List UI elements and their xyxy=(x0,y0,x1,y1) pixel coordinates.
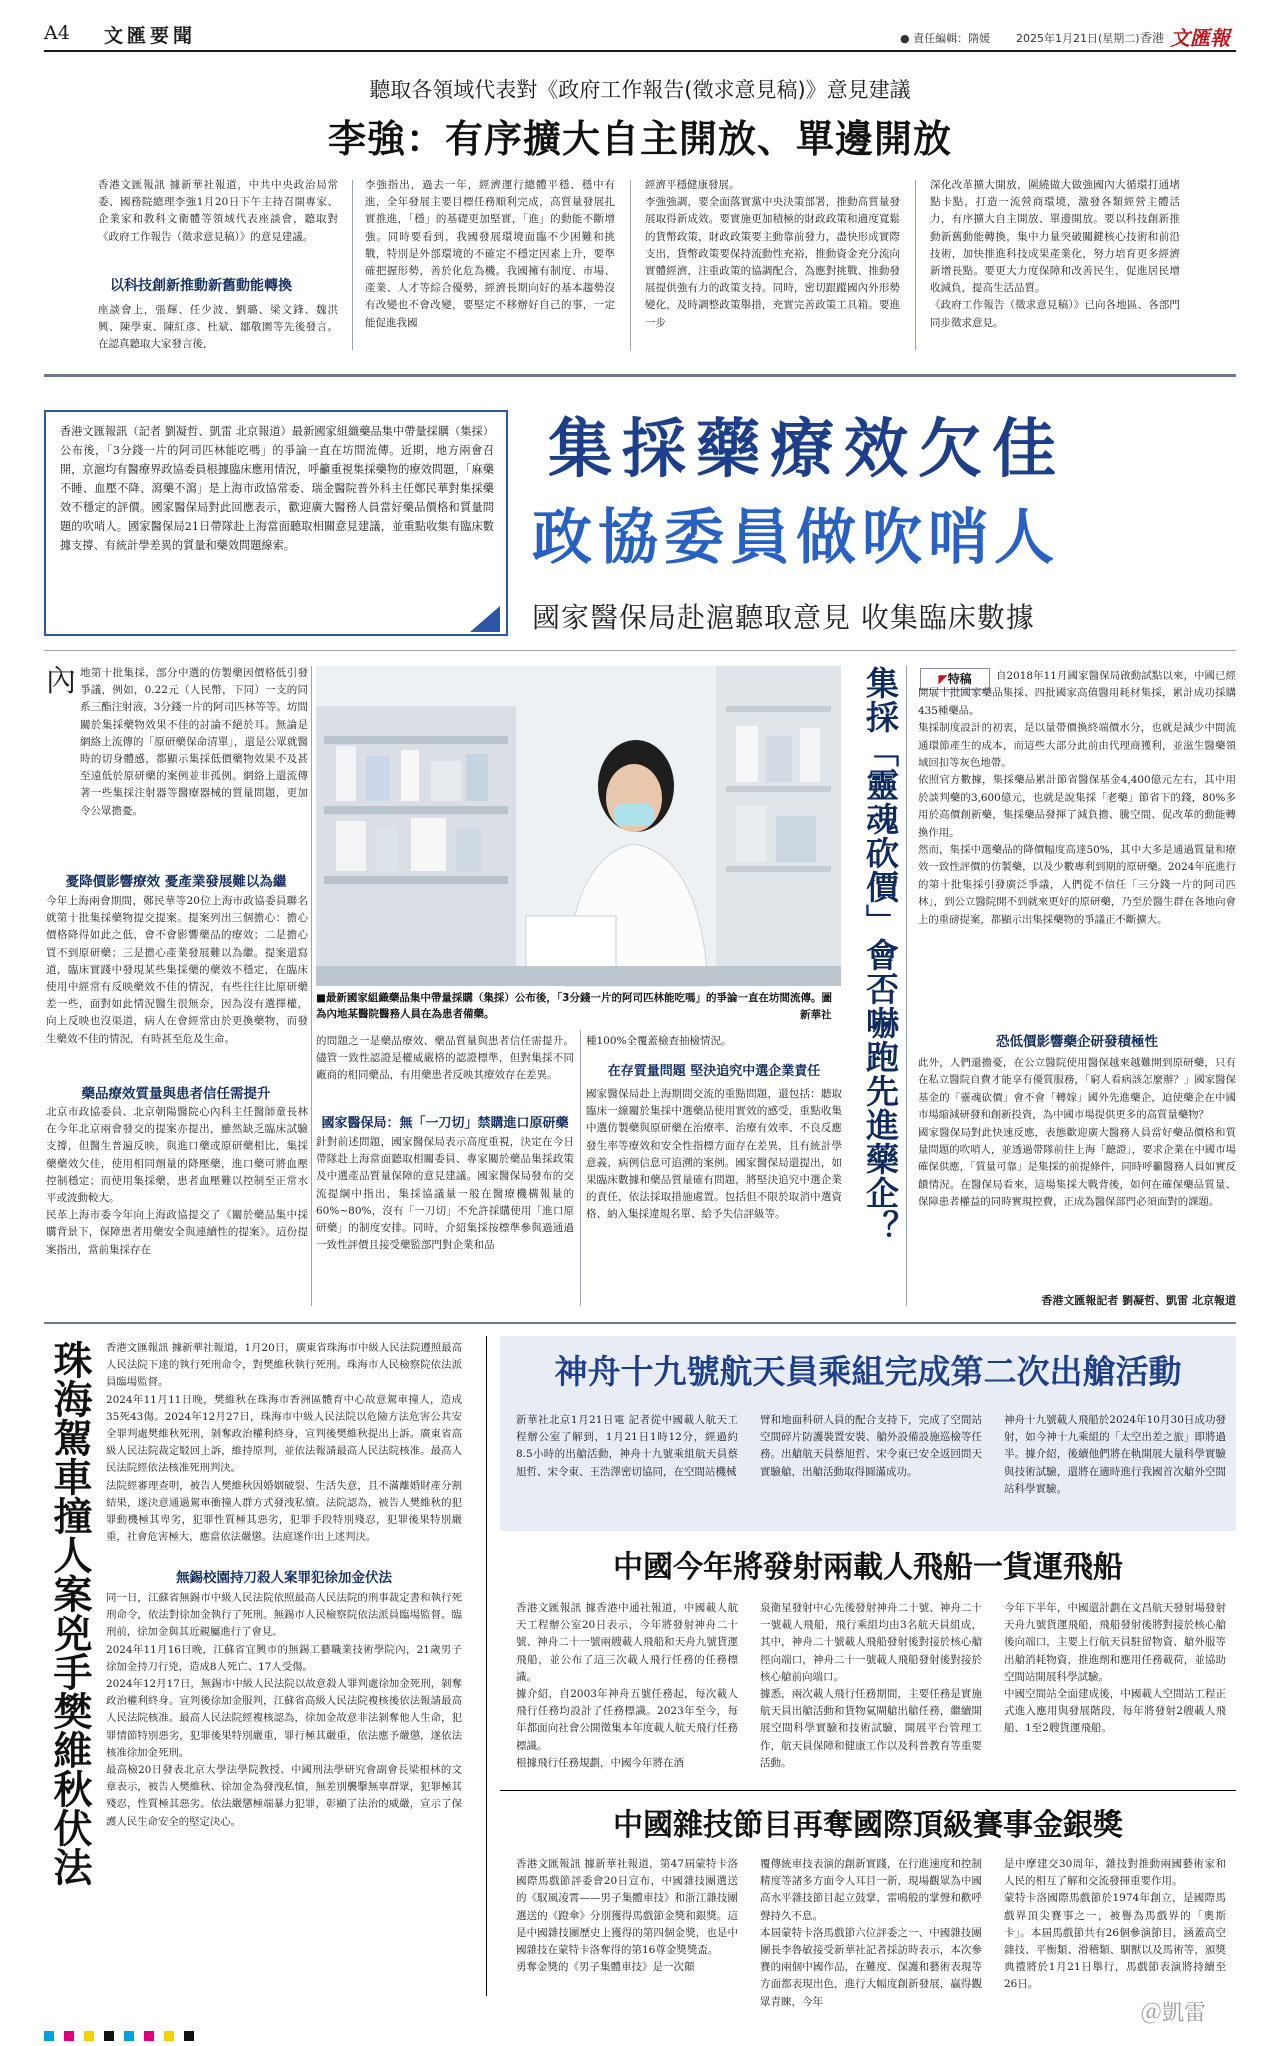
paper-city: 香港 xyxy=(1140,31,1165,45)
story4-col1: 新華社北京1月21日電 記者從中國載人航天工程辦公室了解到，1月21日1時12分，經過約8.5小時的出艙活動，神舟十九號乘組航天員蔡旭哲、宋令東、王浩澤密切協同，在空間站機械 xyxy=(516,1414,738,1478)
story2-subhead-2: 藥品療效質量與患者信任需提升 xyxy=(81,1086,271,1102)
story2-subhead: 國家醫保局赴滬聽取意見 收集臨床數據 xyxy=(532,601,1035,634)
story3-vertical-headline: 珠海駕車撞人案兇手樊維秋伏法 xyxy=(47,1340,93,1886)
editor-name: 責任編輯：隋媛 xyxy=(913,32,991,45)
story3-body-2: 同一日，江蘇省無錫市中級人民法院依照最高人民法院的刑事裁定書和執行死刑命令，依法對徐加金執行了死刑。無錫市人民檢察院依法派員臨場監督。臨刑前，徐加金與其近親屬進行了會見。 2024年11月16日晚，江蘇省宜興市的無錫工藝職業技術學院內，21歲男子徐加金持刀行兇，造成8人死亡、17人受傷。 2024年12月17日，無錫市中級人民法院以故意殺人罪判處徐加金死刑，剝奪政治權利終身。宣判後徐加金服判，江蘇省高級人民法院複核後依法報請最高人民法院核准。最高人民法院經複核認為，徐加金故意非法剝奪他人生命，犯罪情節特別惡劣，犯罪後果特別嚴重，罪行極其嚴重，依法應予嚴懲，遂依法核准徐加金死刑。 最高檢20日發表北京大學法學院教授、中國刑法學研究會副會長梁根林的文章表示，被告人樊維秋、徐加金為發洩私憤，無差別襲擊無辜群眾，犯罪極其殘忍，性質極其惡劣。依法嚴懲極端暴力犯罪，彰顯了法治的威嚴，宣示了保護人民生命安全的堅定決心。 xyxy=(106,1592,462,1828)
watermark: ＠凱雷 xyxy=(1140,2001,1207,2026)
section-divider xyxy=(44,374,1236,377)
story1-col-divider xyxy=(630,180,631,350)
pharmacy-photo-illustration xyxy=(316,666,841,986)
story6-headline: 中國雜技節目再奪國際頂級賽事金銀獎 xyxy=(613,1808,1123,1843)
dropcap: 內 xyxy=(46,664,76,699)
special-subhead: 恐低價影響藥企研發積極性 xyxy=(996,1034,1158,1050)
story2-subhead-4: 在存質量問題 堅決追究中選企業責任 xyxy=(607,1064,821,1079)
color-swatch xyxy=(124,2031,134,2041)
photo-caption xyxy=(316,990,841,1024)
story2-col-divider xyxy=(311,666,312,1306)
story3-subhead: 無錫校園持刀殺人案罪犯徐加金伏法 xyxy=(176,1570,392,1586)
story6-col1: 香港文匯報訊 據新華社報道，第47屆蒙特卡洛國際馬戲節評委會20日宣布，中國雜技團選送的《馭風凌霄——男子集體車技》和浙江雜技團選送的《蹬傘》分別獲得馬戲節金獎和銀獎。這是中國雜技團歷史上獲得的第四個金獎，也是中國雜技在蒙特卡洛奪得的第16尊金獎獎盃。 勇奪金獎的《男子集體車技》是一次顛 xyxy=(516,1858,738,1974)
story2-headline-line2: 政協委員做吹哨人 xyxy=(532,503,1060,573)
color-swatch xyxy=(184,2031,194,2041)
story2-col1-body2: 北京市政協委員、北京朝陽醫院心內科主任醫師童長林在今年北京兩會發交的提案亦提出，雖然缺乏臨床試驗支撐，但醫生普遍反映，與進口藥或原研藥相比，集採藥藥效欠佳，使用相同劑量的降壓藥，進口藥可將血壓控制穩定；而使用集採藥，患者血壓難以控制至正常水平或波動較大。 民革上海市委今年向上海政協提交了《關於藥品集中採購背景下，保障患者用藥安全與連續性的提案》。這份提案指出，當前集採存在 xyxy=(46,1106,308,1256)
story1-col1-lead: 香港文匯報訊 據新華社報道，中共中央政治局常委、國務院總理李強1月20日下午主持召開專家、企業家和教科文衛體等領域代表座談會，聽取對《政府工作報告（徵求意見稿）》的意見建議。 xyxy=(98,179,338,243)
story5-col1: 香港文匯報訊 據香港中通社報道，中國載人航天工程辦公室20日表示，今年將發射神舟二十號、神舟二十一號兩艘載人飛船和天舟九號貨運飛船，並公布了這三次載人飛行任務的任務標識。 據介紹，自2003年神舟五號任務起，每次載人飛行任務均設計了任務標識。2023年至今，每年都面向社會公開徵集本年度載人航天飛行任務標識。 根據飛行任務規劃，中國今年將在酒 xyxy=(516,1602,738,1769)
story2-lead-box xyxy=(44,410,508,636)
story2-subhead-3: 國家醫保局：無「一刀切」禁購進口原研藥 xyxy=(321,1116,569,1131)
story1-headline: 李強：有序擴大自主開放、單邊開放 xyxy=(327,117,952,161)
story4-col3: 神舟十九號載人飛船於2024年10月30日成功發射，如今神十九乘組的「太空出差之旅」即將過半。據介紹，後續他們將在軌開展大量科學實驗與技術試驗，還將在適時進行我國首次艙外空間站科學實驗。 xyxy=(1004,1414,1226,1495)
section-divider xyxy=(500,1790,1236,1791)
story3-body-1: 香港文匯報訊 據新華社報道，1月20日，廣東省珠海市中級人民法院遵照最高人民法院下達的執行死刑命令，對樊維秋執行死刑。珠海市人民檢察院依法派員臨場監督。 2024年11月11日晚，樊維秋在珠海市香洲區體育中心故意駕車撞人，造成35死43傷。2024年12月27日，珠海市中級人民法院以危險方法危害公共安全罪判處樊維秋死刑，剝奪政治權利終身，宣判後樊維秋提出上訴。廣東省高級人民法院裁定駁回上訴，維持原判，並依法報請最高人民法院核准。最高人民法院經依法核准死刑判決。 法院經審理查明，被告人樊維秋因婚姻破裂、生活失意，且不滿離婚財產分割結果，遂決意通過駕車衝撞人群方式發洩私憤。法院認為，被告人樊維秋的犯罪動機極其卑劣，犯罪性質極其惡劣，犯罪手段特別殘忍，犯罪後果特別嚴重，社會危害極大，應當依法嚴懲。法庭遂作出上述判決。 xyxy=(106,1342,462,1544)
story5-col3: 今年下半年，中國還計劃在文昌航天發射場發射天舟九號貨運飛船，飛船發射後將對接於核心艙後向端口，主要上行航天員駐留物資、艙外服等出艙消耗物資，推進劑和應用任務載荷，並協助空間站開展科學試驗。 中國空間站全面建成後，中國載人空間站工程正式進入應用與發展階段，每年將發射2艘載人飛船、1至2艘貨運飛船。 xyxy=(1004,1602,1226,1735)
story1-col2: 李強指出，過去一年，經濟運行總體平穩、穩中有進，全年發展主要目標任務順利完成，高質量發展扎實推進，「穩」的基礎更加堅實，「進」的動能不斷增強。同時要看到，我國發展環境面臨不少困難和挑戰，特別是外部環境的不確定不穩定因素上升，要準確把握形勢，善於化危為機。我國擁有制度、市場、產業、人才等綜合優勢，經濟長期向好的基本趨勢沒有改變也不會改變，要堅定不移辦好自己的事，一定能促進我國 xyxy=(365,179,615,329)
story2-col3-body: 國家醫保局赴上海期間交流的重點問題，還包括：聽取臨床一線關於集採中選藥品使用實效的感受，重點收集中選仿製藥與原研藥在治療率、治療有效率、不良反應發生率等療效和安全性指標方面存在差異，且有統計學意義，病例信息可追溯的案例。國家醫保局還提出，如果臨床數據和藥品質量確有問題，將堅決追究中選企業的責任，依法採取措施處置。包括但不限於取消中選資格、納入集採違規名單、給予失信評級等。 xyxy=(586,1088,842,1221)
story2-lead-text: 香港文匯報訊（記者 劉凝哲、凱雷 北京報道）最新國家組織藥品集中帶量採購（集採）公布後，「3分錢一片的阿司匹林能吃嗎」的爭論一直在坊間流傳。近期，地方兩會召開，京滬均有醫療界政協委員根據臨床應用情況，呼籲重視集採藥物的療效問題，「麻藥不睡、血壓不降、瀉藥不瀉」是上海市政協常委、瑞金醫院普外科主任鄭民華對集採藥效不穩定的評價。國家醫保局對此回應表示，歡迎廣大醫務人員當好藥品價格和質量問題的吹哨人。國家醫保局21日帶隊赴上海當面聽取相關意見建議，並重點收集有臨床數據支撐、有統計學差異的質量和藥效問題線索。 xyxy=(60,425,494,552)
story1-col-divider xyxy=(915,180,916,350)
special-body-2: 此外，人們還擔憂，在公立醫院使用醫保越來越難開到原研藥，只有在私立醫院自費才能享有優質服務，「窮人看病該怎麼辦？」國家醫保基金的「靈魂砍價」會不會「轉嫁」國外先進藥企，迫使藥企在中國市場縮減研發和創新投資，為中國市場提供更多的高質量藥物？ 國家醫保局對此快速反應，表態歡迎廣大醫務人員當好藥品價格和質量問題的吹哨人，並透過帶隊前往上海「聽證」，要求企業在中國市場確保供應，「質量可靠」是集採的前提條件，同時呼籲醫務人員如實反饋情況。在醫保局看來，這場集採大戰背後，如何在確保藥品質量、保障患者權益的同時實現控費，正成為醫保部門必須面對的課題。 xyxy=(918,1057,1236,1209)
photo-credit: 新華社 xyxy=(800,1009,832,1021)
special-tag-label: 特稿 xyxy=(947,672,972,686)
section-name: 文匯要聞 xyxy=(104,25,197,47)
editor-credit xyxy=(900,30,990,46)
issue-date: 2025年1月21日(星期二) xyxy=(1016,32,1140,45)
masthead-rule xyxy=(44,50,1236,52)
story1-col1-body: 座談會上，張輝、任少波、劉璐、梁文鋒、魏洪興、陳學東、陳紅彥、杜斌、鄒敬園等先後發言。在認真聽取大家發言後， xyxy=(98,304,338,351)
story5-headline: 中國今年將發射兩載人飛船一貨運飛船 xyxy=(613,1550,1123,1585)
lead-box-corner xyxy=(470,606,500,632)
color-swatch xyxy=(104,2031,114,2041)
color-swatch xyxy=(164,2031,174,2041)
paper-logo: 文匯報 xyxy=(1170,26,1230,50)
story2-col1-intro: 地第十批集採，部分中選的仿製藥因價格低引發爭議，例如，0.22元（人民幣，下同）一支的同系三酯注射液，3分錢一片的阿司匹林等等。坊間關於集採藥物效果不佳的討論不絕於耳。無論是網絡上流傳的「原研藥保命清單」，還是公眾就醫時的切身體感，都顯示集採低價藥物效果不及甚至遠低於原研藥的案例並非孤例。網絡上還流傳著一些集採注射器等醫療器械的質量問題，更加令公眾擔憂。 xyxy=(80,667,308,817)
story2-headline-line1: 集採藥療效欠佳 xyxy=(548,412,1066,487)
section-divider xyxy=(44,1322,1236,1324)
story1-col3: 經濟平穩健康發展。 李強強調，要全面落實黨中央決策部署，推動高質量發展取得新成效。要實施更加積極的財政政策和適度寬鬆的貨幣政策，財政政策要主動靠前發力，盡快形成實際支出，貨幣政策要保持流動性充裕，推動資金充分流向實體經濟，注重政策的協調配合，為應對挑戰、推動發展提供強有力的政策支持。同時，密切跟蹤國內外形勢變化，及時調整政策舉措，充實完善政策工具箱。要進一步 xyxy=(645,179,900,329)
tag-triangle-icon: ◤ xyxy=(938,672,948,686)
story3-divider xyxy=(486,1336,487,1996)
story1-col-divider xyxy=(352,180,353,350)
color-swatch xyxy=(64,2031,74,2041)
story6-col3: 是中摩建交30周年，雜技對推動兩國藝術家和人民的相互了解和交流發揮重要作用。 蒙特卡洛國際馬戲節於1974年創立，是國際馬戲界頂尖賽事之一，被譽為馬戲界的「奧斯卡」。本屆馬戲節共有26個參演節目，涵蓋高空雜技、平衡類、滑稽類、馴獸以及馬術等，頒獎典禮將於1月21日舉行，馬戲節表演將持續至26日。 xyxy=(1004,1858,1226,1991)
story5-col2: 泉衛星發射中心先後發射神舟二十號、神舟二十一號載人飛船，飛行乘組均由3名航天員組成，其中，神舟二十號載人飛船發射後對接於核心艙徑向端口，神舟二十一號載人飛船發射後對接於核心艙前向端口。 據悉，兩次載人飛行任務期間，主要任務是實施航天員出艙活動和貨物氣閘艙出艙任務，繼續開展空間科學實驗和技術試驗，開展平台管理工作，航天員保障和健康工作以及科普教育等重要活動。 xyxy=(760,1602,982,1769)
photo-caption-text: ■最新國家組織藥品集中帶量採購（集採）公布後，「3分錢一片的阿司匹林能吃嗎」的爭論一直在坊間流傳。圖為內地某醫院醫務人員在為患者備藥。 xyxy=(316,992,832,1020)
story6-col2: 覆傳統車技表演的創新實踐，在行進速度和控制精度等諸多方面令人耳目一新，現場觀眾為中國高水平雜技節目起立鼓掌，雷鳴般的掌聲和歡呼聲持久不息。 本屆蒙特卡洛馬戲節六位評委之一、中國雜技團團長李魯敏接受新華社記者採訪時表示，本次參賽的兩個中國作品，在難度、保護和藝術表現等方面都表現出色，進行大幅度創新發展，贏得觀眾青睞，今年 xyxy=(760,1858,982,2008)
special-vertical-headline: 集採「靈魂砍價」會否嚇跑先進藥企？ xyxy=(861,666,900,1244)
color-swatch xyxy=(44,2031,54,2041)
editor-bullet-icon: ● xyxy=(900,32,914,45)
story1-col4: 深化改革擴大開放，圍繞做大做強國內大循環打通堵點卡點，打造一流營商環境，激發各類經營主體活力，有序擴大自主開放、單邊開放。要以科技創新推動新舊動能轉換，集中力量突破關鍵核心技術和前沿技術，加快推進科技成果產業化，努力培育更多經濟新增長點。要更大力度保障和改善民生，促進居民增收減負，提高生活品質。 《政府工作報告（徵求意見稿）》已向各地區、各部門同步徵求意見。 xyxy=(930,179,1180,329)
special-byline: 香港文匯報記者 劉凝哲、凱雷 北京報道 xyxy=(1041,1294,1236,1307)
story2-photo xyxy=(316,666,841,986)
story4-headline: 神舟十九號航天員乘組完成第二次出艙活動 xyxy=(554,1352,1182,1391)
print-color-bar xyxy=(44,2026,744,2038)
story1-subhead: 以科技創新推動新舊動能轉換 xyxy=(110,278,292,294)
special-divider xyxy=(906,666,907,1306)
special-body-1: 自2018年11月國家醫保局啟動試點以來，中國已經開展十批國家藥品集採、四批國家高值醫用耗材集採，累計成功採購435種藥品。 集採制度設計的初衷，是以量帶價換終端價水分，也就是減少中間流通環節產生的成本，而這些大部分此前由代理商獲利，並滋生醫藥領域回扣等灰色地帶。 依照官方數據，集採藥品累計節省醫保基金4,400億元左右，其中用於談判藥的3,600億元，也就是說集採「老藥」節省下的錢，80%多用於高價創新藥，集採藥品發揮了減負擔、騰空間、促改革的動能轉換作用。 然而，集採中選藥品的降價幅度高達50%，其中大多是通過質量和療效一致性評價的仿製藥，以及少數專利到期的原研藥。2024年底進行的第十批集採引發廣泛爭議，人們從不信任「三分錢一片的阿司匹林」，到公立醫院開不到就來更好的原研藥，乃至於醫生群在各地向會上的重磅提案，都顯示出集採藥物的爭議正不斷擴大。 xyxy=(918,670,1236,926)
story2-col2-intro: 的問題之一是藥品療效、藥品質量與患者信任需提升。儘管一致性認證是權威嚴格的認證標準，但對集採不同廠商的相同藥品，有用藥患者反映其療效存在差異。 xyxy=(316,1035,574,1082)
story2-subhead-1: 憂降價影響療效 憂產業發展難以為繼 xyxy=(65,874,287,890)
story2-col2-body: 針對前述問題，國家醫保局表示高度重視，決定在今日帶隊赴上海當面聽取相關委員、專家關於藥品集採政策及中選產品質量保障的意見建議。國家醫保局發布的交流提綱中指出，集採協議量一般在醫療機構報量的60%~80%，沒有「一刀切」不允許採購使用「進口原研藥」的制度安排。同時，介紹集採按標準參與過通過一致性評價且接受藥監部門對企業和品 xyxy=(316,1136,574,1252)
story4-col2: 臂和地面科研人員的配合支持下，完成了空間站空間碎片防護裝置安裝、艙外設備設施巡檢等任務。出艙航天員蔡旭哲、宋令東已安全返回問天實驗艙，出艙活動取得圓滿成功。 xyxy=(760,1414,982,1478)
story2-col3-intro: 種100%全覆蓋檢查抽檢情況。 xyxy=(586,1035,732,1047)
page-number: A4 xyxy=(44,22,70,44)
story1-kicker: 聽取各領域代表對《政府工作報告(徵求意見稿)》意見建議 xyxy=(369,78,911,102)
story2-top-rule xyxy=(44,650,1236,651)
story2-col-divider xyxy=(580,1030,581,1306)
color-swatch xyxy=(84,2031,94,2041)
story2-col1-body: 今年上海兩會期間，鄭民華等20位上海市政協委員聯名就第十批集採藥物提交提案。提案列出三個擔心：擔心價格降得如此之低，會不會影響藥品的療效；二是擔心買不到原研藥；三是擔心產業發展難以為繼。提案還寫道，臨床實踐中發現某些集採藥的藥效不穩定，在臨床使用中經常有反映藥效不佳的情況，有些往往比原研藥差一些，面對如此情況醫生很無奈，因為沒有選擇權，向上反映也沒渠道，病人在會經常由於更換藥物，而發生藥效不佳的情況，有時甚至危及生命。 xyxy=(46,895,308,1045)
color-swatch xyxy=(144,2031,154,2041)
